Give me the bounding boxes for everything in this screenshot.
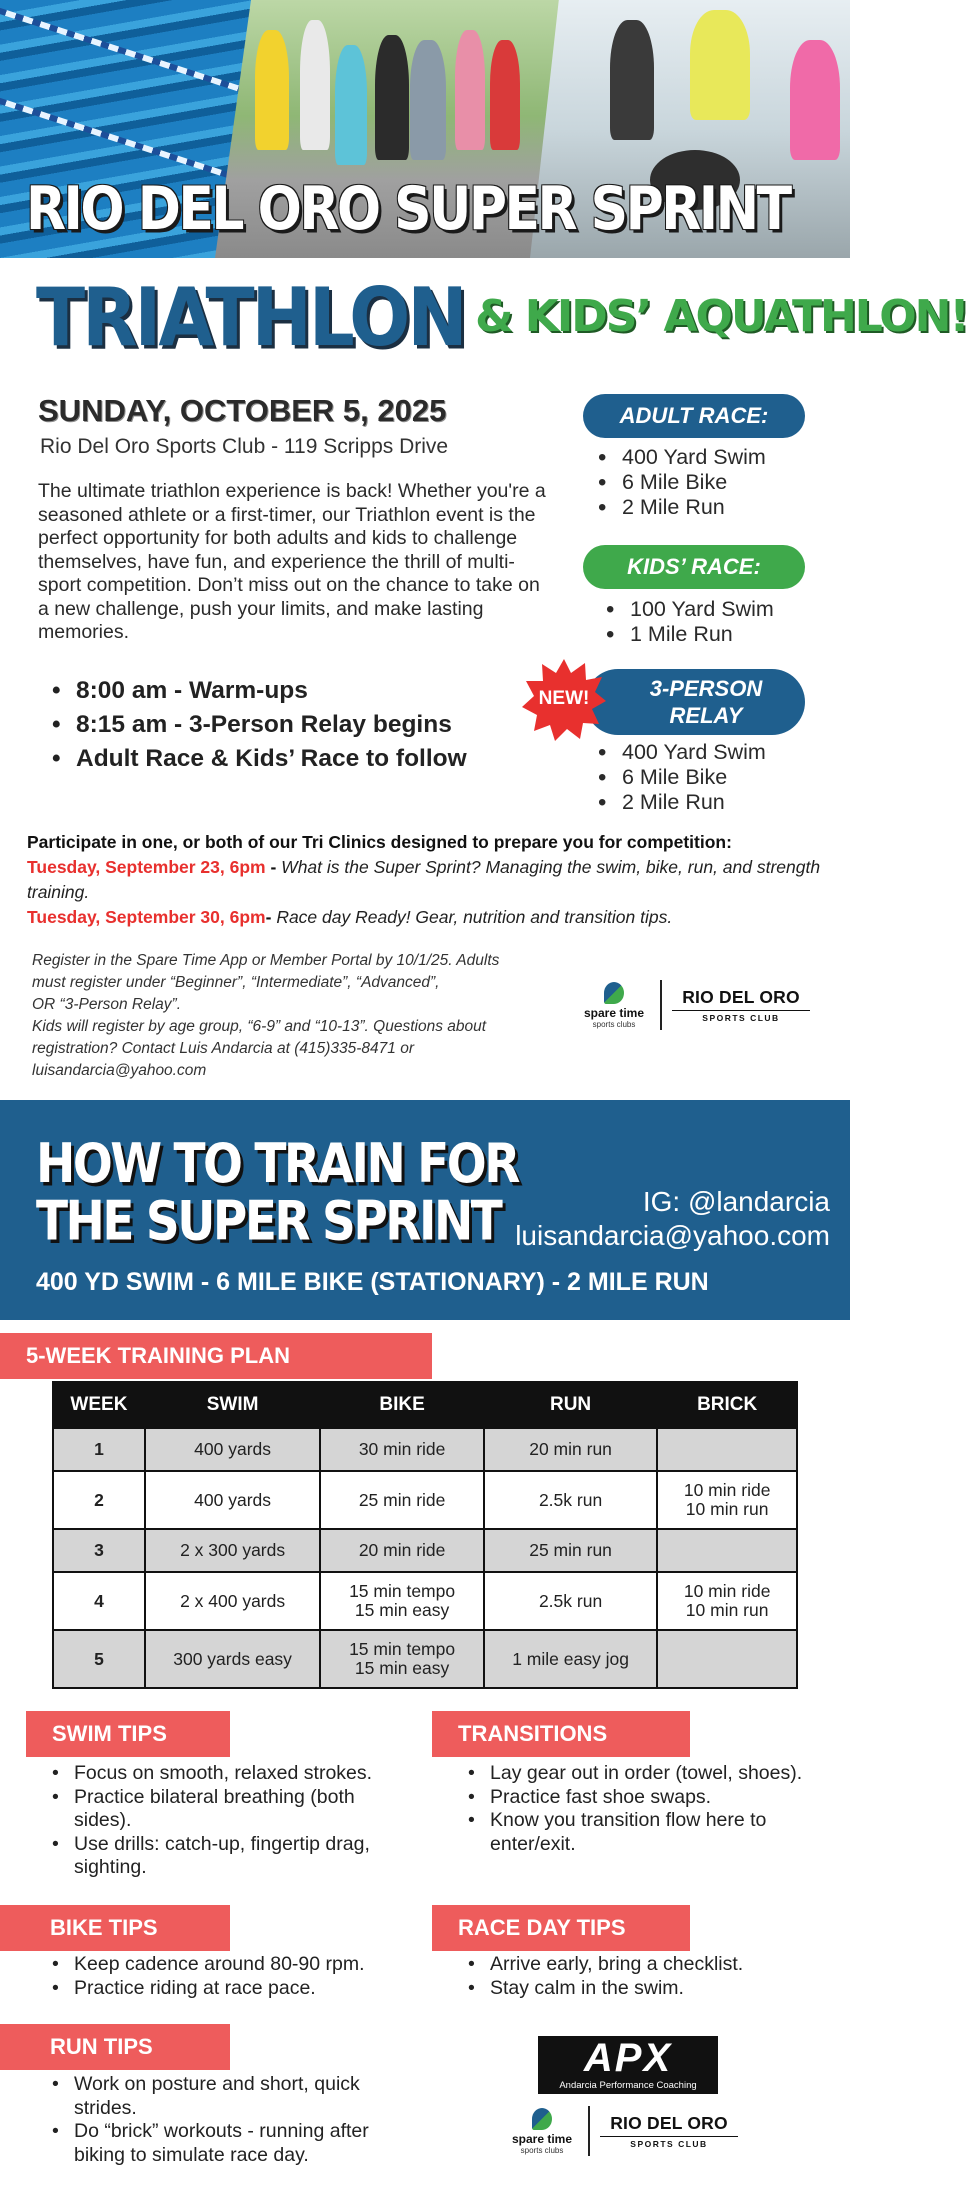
clinics-intro: Participate in one, or both of our Tri Clinics designed to prepare you for competition: — [27, 832, 732, 852]
clinic-description: What is the Super Sprint? Managing the swim, bike, run, and strength training. — [27, 857, 821, 902]
table-header-row — [53, 1382, 797, 1428]
adult-race-list — [598, 445, 766, 520]
table-cell-run: 2.5k run — [484, 1471, 657, 1529]
training-banner — [0, 1100, 850, 1320]
hero-title: RIO DEL ORO SUPER SPRINT — [26, 175, 790, 244]
table-cell-run: 20 min run — [484, 1428, 657, 1471]
table-row — [53, 1630, 797, 1688]
spare-time-icon — [604, 982, 624, 1004]
registration-info: Register in the Spare Time App or Member Portal by 10/1/25. Adults must register under “Beginner”, “Intermediate”, “Advanced”, OR “3-Person Relay”. Kids will register by age group, “6-9” and “10-13”. Questions about registration? Contact Luis Andarcia at (415)335-8471 or luisandarcia@yahoo.com — [32, 950, 552, 1082]
event-venue: Rio Del Oro Sports Club - 119 Scripps Drive — [40, 435, 449, 458]
coach-email[interactable]: luisandarcia@yahoo.com — [515, 1220, 830, 1251]
column-header: RUN — [484, 1382, 657, 1428]
tri-clinics — [27, 830, 827, 930]
logo-divider — [588, 2106, 590, 2156]
list-item: • Lay gear out in order (towel, shoes). — [468, 1762, 808, 1786]
run-tips-heading: RUN TIPS — [0, 2024, 230, 2070]
spare-time-logo: spare time sports clubs — [578, 982, 650, 1029]
table-cell-brick: 10 min ride 10 min run — [657, 1572, 797, 1630]
adult-race-label: ADULT RACE: — [583, 394, 805, 438]
table-cell-bike: 30 min ride — [320, 1428, 484, 1471]
table-row — [53, 1471, 797, 1529]
clinic-date: Tuesday, September 23, 6pm — [27, 857, 266, 877]
table-cell-swim: 400 yards — [145, 1428, 320, 1471]
bike-tips-list — [52, 1953, 382, 2000]
relay-label-line1: 3-PERSON — [649, 676, 763, 701]
list-item: • 400 Yard Swim — [598, 445, 766, 470]
instagram-handle[interactable]: IG: @landarcia — [642, 1186, 830, 1217]
table-cell-week: 1 — [53, 1428, 145, 1471]
kids-race-list — [606, 597, 774, 647]
training-title: HOW TO TRAIN FOR THE SUPER SPRINT — [36, 1132, 518, 1254]
table-cell-swim: 2 x 400 yards — [145, 1572, 320, 1630]
clinic-description: Race day Ready! Gear, nutrition and transition tips. — [276, 907, 673, 927]
relay-race-label — [585, 669, 805, 735]
list-item: • 2 Mile Run — [598, 790, 766, 815]
list-item: • Practice bilateral breathing (both sides). — [52, 1786, 382, 1833]
table-cell-week: 5 — [53, 1630, 145, 1688]
run-tips-list — [52, 2073, 412, 2167]
list-item: • 400 Yard Swim — [598, 740, 766, 765]
bike-tips-heading: BIKE TIPS — [0, 1905, 230, 1951]
clinic-item: Tuesday, September 23, 6pm - What is the Super Sprint? Managing the swim, bike, run, and strength training. — [27, 857, 821, 902]
training-subtitle: 400 YD SWIM - 6 MILE BIKE (STATIONARY) - 2 MILE RUN — [36, 1268, 709, 1296]
table-cell-week: 3 — [53, 1529, 145, 1572]
list-item: • 6 Mile Bike — [598, 470, 766, 495]
list-item: • Focus on smooth, relaxed strokes. — [52, 1762, 382, 1786]
column-header: BIKE — [320, 1382, 484, 1428]
list-item: • Practice fast shoe swaps. — [468, 1786, 808, 1810]
table-row — [53, 1572, 797, 1630]
relay-label-line2: RELAY — [669, 703, 743, 728]
table-cell-brick — [657, 1630, 797, 1688]
race-day-tips-list — [468, 1953, 808, 2000]
table-cell-brick: 10 min ride 10 min run — [657, 1471, 797, 1529]
sponsor-logos — [578, 980, 810, 1030]
table-row — [53, 1529, 797, 1572]
relay-race-list — [598, 740, 766, 815]
rio-del-oro-logo: RIO DEL ORO SPORTS CLUB — [600, 2113, 738, 2150]
spare-time-logo: spare time sports clubs — [506, 2108, 578, 2155]
rio-del-oro-logo: RIO DEL ORO SPORTS CLUB — [672, 987, 810, 1024]
title-triathlon: TRIATHLON — [36, 270, 465, 365]
list-item: • Stay calm in the swim. — [468, 1977, 808, 2001]
event-date: SUNDAY, OCTOBER 5, 2025 — [38, 393, 447, 428]
list-item: • Do “brick” workouts - running after biking to simulate race day. — [52, 2120, 412, 2167]
table-cell-week: 2 — [53, 1471, 145, 1529]
new-badge-label: NEW! — [538, 688, 590, 709]
table-cell-bike: 20 min ride — [320, 1529, 484, 1572]
race-day-tips-heading: RACE DAY TIPS — [432, 1905, 690, 1951]
contact-email-link[interactable]: luisandarcia@yahoo.com — [32, 1062, 207, 1079]
list-item: • 2 Mile Run — [598, 495, 766, 520]
schedule-item: • 8:15 am - 3-Person Relay begins — [52, 708, 467, 742]
table-cell-run: 2.5k run — [484, 1572, 657, 1630]
event-description: The ultimate triathlon experience is back! Whether you're a seasoned athlete or a first-timer, our Triathlon event is the perfect opportunity for both adults and kids to challenge themselves, have fun, and experience the thrill of multi-sport competition. Don’t miss out on the chance to take on a new challenge, push your limits, and make lasting memories. — [38, 480, 546, 643]
table-cell-brick — [657, 1529, 797, 1572]
schedule-item: • 8:00 am - Warm-ups — [52, 674, 467, 708]
list-item: • 6 Mile Bike — [598, 765, 766, 790]
column-header: BRICK — [657, 1382, 797, 1428]
list-item: • Keep cadence around 80-90 rpm. — [52, 1953, 382, 1977]
schedule-item: • Adult Race & Kids’ Race to follow — [52, 742, 467, 776]
plan-heading: 5-WEEK TRAINING PLAN — [0, 1333, 432, 1379]
title-aquathlon: & KIDS’ AQUATHLON! — [475, 291, 968, 342]
apx-logo: APX Andarcia Performance Coaching — [538, 2036, 718, 2094]
transitions-heading: TRANSITIONS — [432, 1711, 690, 1757]
list-item: • Practice riding at race pace. — [52, 1977, 382, 2001]
list-item: • Know you transition flow here to enter/exit. — [468, 1809, 808, 1856]
column-header: SWIM — [145, 1382, 320, 1428]
table-cell-bike: 15 min tempo 15 min easy — [320, 1572, 484, 1630]
logo-divider — [660, 980, 662, 1030]
table-cell-week: 4 — [53, 1572, 145, 1630]
table-cell-swim: 400 yards — [145, 1471, 320, 1529]
column-header: WEEK — [53, 1382, 145, 1428]
clinic-item: Tuesday, September 30, 6pm- Race day Ready! Gear, nutrition and transition tips. — [27, 907, 673, 927]
table-row — [53, 1428, 797, 1471]
clinic-date: Tuesday, September 30, 6pm — [27, 907, 266, 927]
swim-tips-list — [52, 1762, 382, 1880]
list-item: • 100 Yard Swim — [606, 597, 774, 622]
list-item: • Use drills: catch-up, fingertip drag, sighting. — [52, 1833, 382, 1880]
list-item: • 1 Mile Run — [606, 622, 774, 647]
table-cell-run: 1 mile easy jog — [484, 1630, 657, 1688]
transitions-list — [468, 1762, 808, 1856]
spare-time-icon — [532, 2108, 552, 2130]
event-schedule — [52, 674, 467, 776]
table-cell-bike: 15 min tempo 15 min easy — [320, 1630, 484, 1688]
hero-banner — [0, 0, 850, 258]
main-title — [36, 270, 968, 365]
sponsor-logos-bottom — [506, 2106, 738, 2156]
table-cell-run: 25 min run — [484, 1529, 657, 1572]
list-item: • Arrive early, bring a checklist. — [468, 1953, 808, 1977]
table-cell-swim: 2 x 300 yards — [145, 1529, 320, 1572]
training-plan-table — [52, 1381, 798, 1689]
table-cell-swim: 300 yards easy — [145, 1630, 320, 1688]
swim-tips-heading: SWIM TIPS — [26, 1711, 230, 1757]
table-cell-bike: 25 min ride — [320, 1471, 484, 1529]
table-cell-brick — [657, 1428, 797, 1471]
kids-race-label: KIDS’ RACE: — [583, 545, 805, 589]
list-item: • Work on posture and short, quick strides. — [52, 2073, 412, 2120]
